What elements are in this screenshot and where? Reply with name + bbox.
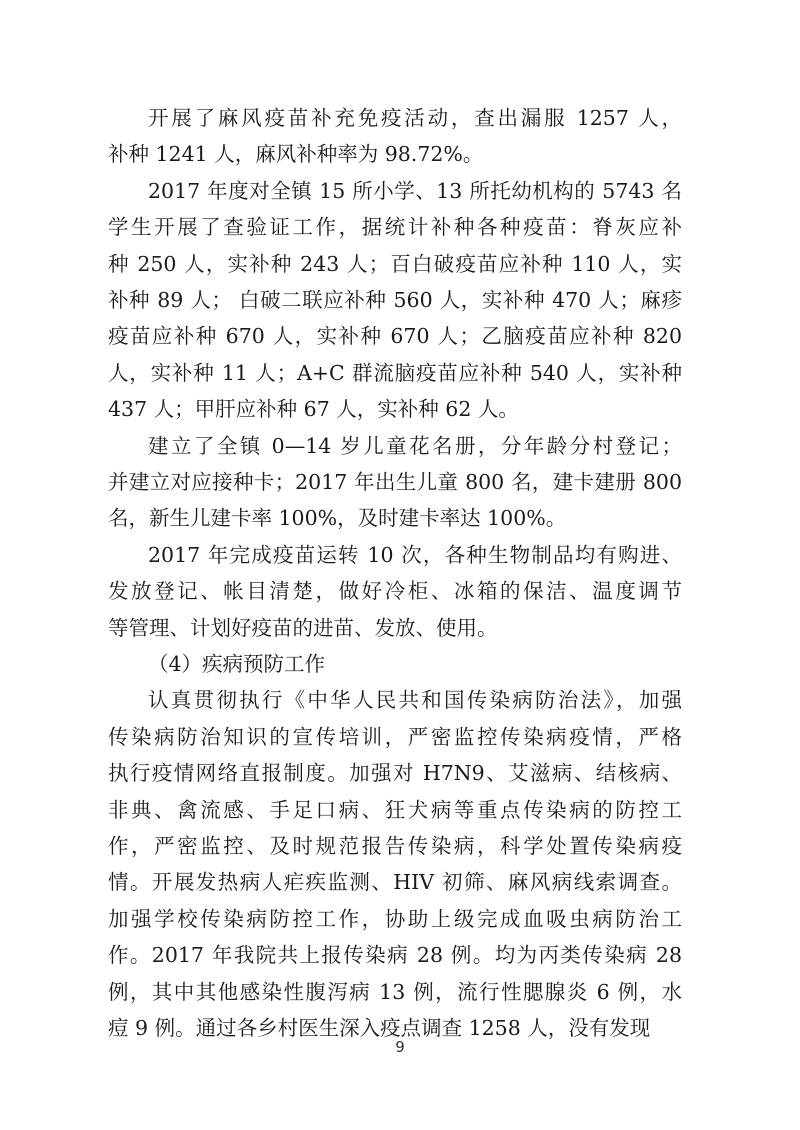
section-heading: （4）疾病预防工作 (148, 652, 326, 676)
paragraph-4-line-2: 发放登记、帐目清楚，做好冷柜、冰箱的保洁、温度调节 (108, 579, 682, 603)
paragraph-6-line-2: 传染病防治知识的宣传培训，严密监控传染病疫情，严格 (108, 725, 682, 749)
page-number: 9 (395, 1038, 405, 1056)
paragraph-6-line-6: 情。开展发热病人疟疾监测、HIV 初筛、麻风病线索调查。 (108, 870, 682, 894)
paragraph-6-line-8: 作。2017 年我院共上报传染病 28 例。均为丙类传染病 28 (108, 943, 682, 967)
paragraph-4-line-1: 2017 年完成疫苗运转 10 次，各种生物制品均有购进、 (148, 543, 682, 567)
paragraph-3-line-2: 并建立对应接种卡；2017 年出生儿童 800 名，建卡建册 800 (108, 470, 682, 494)
paragraph-6-line-5: 作，严密监控、及时规范报告传染病，科学处置传染病疫 (108, 834, 682, 858)
paragraph-6-line-3: 执行疫情网络直报制度。加强对 H7N9、艾滋病、结核病、 (108, 761, 682, 785)
paragraph-6-line-1: 认真贯彻执行《中华人民共和国传染病防治法》，加强 (148, 688, 682, 712)
paragraph-2-line-4: 补种 89 人； 白破二联应补种 560 人，实补种 470 人；麻疹 (108, 288, 682, 312)
paragraph-2-line-5: 疫苗应补种 670 人，实补种 670 人；乙脑疫苗应补种 820 (108, 324, 682, 348)
paragraph-6-line-9: 例，其中其他感染性腹泻病 13 例，流行性腮腺炎 6 例，水 (108, 980, 682, 1004)
paragraph-1-line-2: 补种 1241 人，麻风补种率为 98.72%。 (108, 142, 484, 166)
paragraph-2-line-7: 437 人；甲肝应补种 67 人，实补种 62 人。 (108, 397, 519, 421)
paragraph-3-line-3: 名，新生儿建卡率 100%，及时建卡率达 100%。 (108, 506, 567, 530)
paragraph-6-line-7: 加强学校传染病防控工作，协助上级完成血吸虫病防治工 (108, 907, 682, 931)
paragraph-2-line-2: 学生开展了查验证工作，据统计补种各种疫苗：脊灰应补 (108, 215, 682, 239)
paragraph-3-line-1: 建立了全镇 0—14 岁儿童花名册，分年龄分村登记； (148, 434, 682, 458)
paragraph-2-line-6: 人，实补种 11 人；A+C 群流脑疫苗应补种 540 人，实补种 (108, 361, 682, 385)
paragraph-2-line-3: 种 250 人，实补种 243 人；百白破疫苗应补种 110 人，实 (108, 252, 682, 276)
paragraph-1-line-1: 开展了麻风疫苗补充免疫活动，查出漏服 1257 人， (148, 106, 682, 130)
paragraph-4-line-3: 等管理、计划好疫苗的进苗、发放、使用。 (108, 616, 498, 640)
paragraph-2-line-1: 2017 年度对全镇 15 所小学、13 所托幼机构的 5743 名 (148, 179, 682, 203)
paragraph-6-line-4: 非典、禽流感、手足口病、狂犬病等重点传染病的防控工 (108, 798, 682, 822)
paragraph-6-line-10: 痘 9 例。通过各乡村医生深入疫点调查 1258 人，没有发现 (108, 1016, 651, 1040)
